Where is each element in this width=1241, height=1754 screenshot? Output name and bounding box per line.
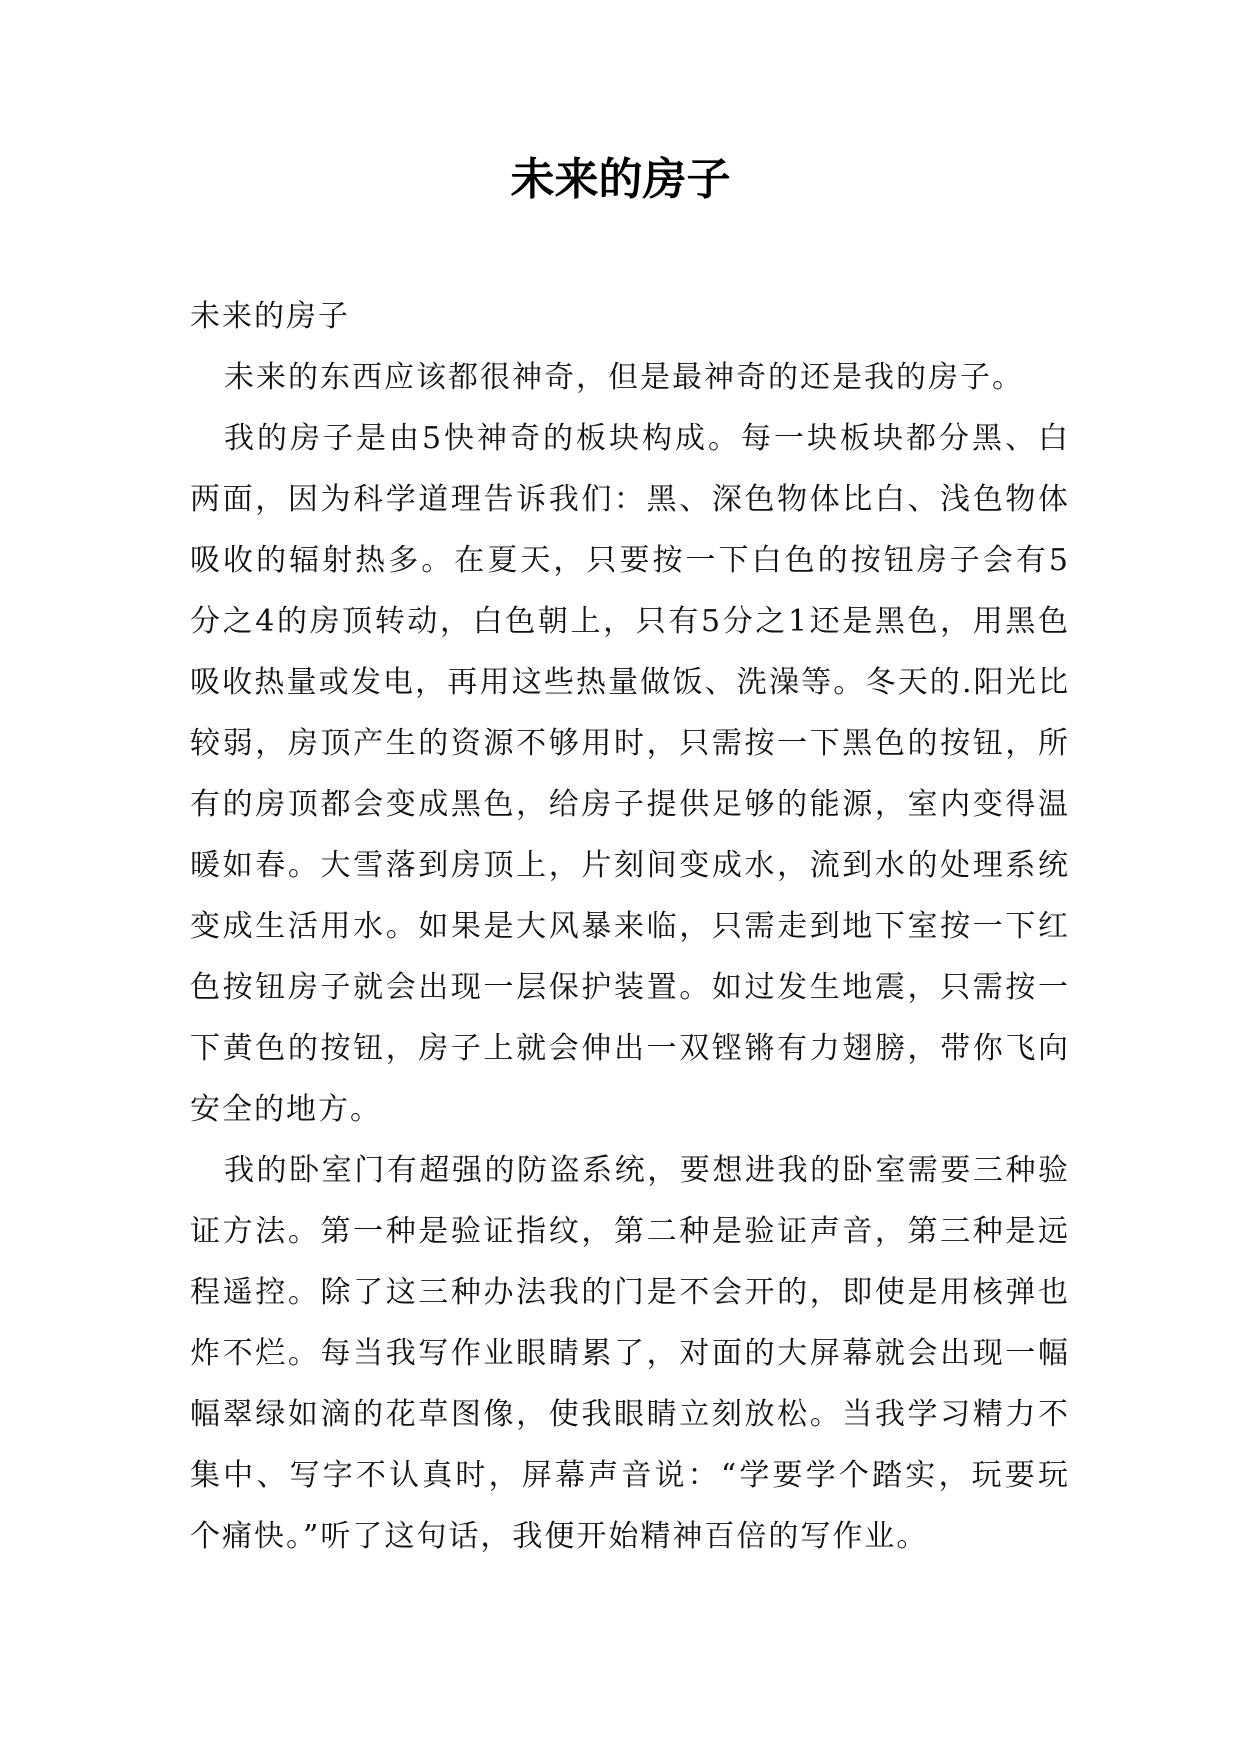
body-heading: 未来的房子 xyxy=(190,299,350,334)
paragraph-3: 我的卧室门有超强的防盗系统，要想进我的卧室需要三种验证方法。第一种是验证指纹，第二种是验证声音，第三种是远程遥控。除了这三种办法我的门是不会开的，即使是用核弹也炸不烂。每当我写作业眼睛累了，对面的大屏幕就会出现一幅幅翠绿如滴的花草图像，使我眼睛立刻放松。当我学习精力不集中、写字不认真时，屏幕声音说：“学要学个踏实，玩要玩个痛快。”听了这句话，我便开始精神百倍的写作业。 xyxy=(190,1153,1070,1554)
document-title: 未来的房子 xyxy=(510,154,731,205)
paragraph-1: 未来的东西应该都很神奇，但是最神奇的还是我的房子。 xyxy=(224,360,1024,395)
document-body xyxy=(190,286,1070,1567)
paragraph-2: 我的房子是由5快神奇的板块构成。每一块板块都分黑、白两面，因为科学道理告诉我们：黑、深色物体比白、浅色物体吸收的辐射热多。在夏天，只要按一下白色的按钮房子会有5分之4的房顶转动，白色朝上，只有5分之1还是黑色，用黑色吸收热量或发电，再用这些热量做饭、洗澡等。冬天的.阳光比较弱，房顶产生的资源不够用时，只需按一下黑色的按钮，所有的房顶都会变成黑色，给房子提供足够的能源，室内变得温暖如春。大雪落到房顶上，片刻间变成水，流到水的处理系统变成生活用水。如果是大风暴来临，只需走到地下室按一下红色按钮房子就会出现一层保护装置。如过发生地震，只需按一下黄色的按钮，房子上就会伸出一双铿锵有力翅膀，带你飞向安全的地方。 xyxy=(190,421,1070,1127)
